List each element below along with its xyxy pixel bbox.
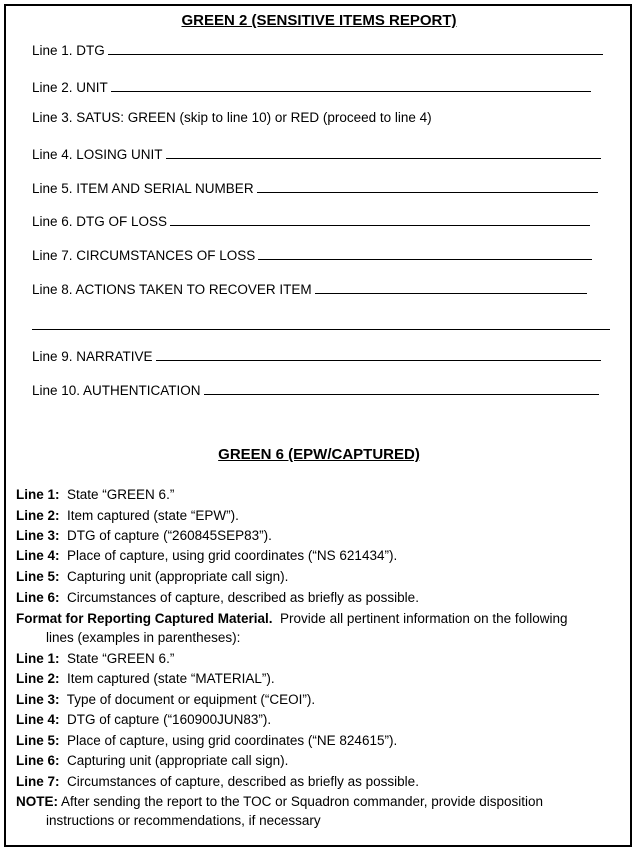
line-label: Line 7. CIRCUMSTANCES OF LOSS: [32, 248, 256, 263]
line-text: Capturing unit (appropriate call sign).: [67, 569, 289, 584]
green2-line-5: [32, 179, 598, 196]
fill-in-blank[interactable]: [258, 246, 592, 260]
line-label: Line 1:: [16, 487, 60, 502]
fill-in-blank[interactable]: [257, 179, 598, 193]
epw-line-1: [16, 487, 174, 502]
green2-line-6: [32, 212, 590, 229]
fill-in-blank[interactable]: [166, 145, 601, 159]
epw-line-2: [16, 508, 239, 523]
green2-line-9: [32, 347, 601, 364]
line-text: Circumstances of capture, described as briefly as possible.: [67, 590, 419, 605]
material-line-5: [16, 733, 397, 748]
fill-in-blank[interactable]: [170, 212, 590, 226]
line-text: Item captured (state “EPW”).: [67, 508, 239, 523]
fill-in-blank[interactable]: [156, 347, 601, 361]
line-label: Line 6:: [16, 590, 60, 605]
material-line-6: [16, 753, 288, 768]
line-label: Line 7:: [16, 774, 60, 789]
line-label: Line 6. DTG OF LOSS: [32, 214, 168, 229]
green2-line-7: [32, 246, 592, 263]
material-line-3: [16, 692, 315, 707]
epw-line-5: [16, 569, 288, 584]
fill-in-blank[interactable]: [204, 381, 599, 395]
fill-in-blank[interactable]: [315, 280, 587, 294]
line-label: Line 1. DTG: [32, 43, 105, 58]
line-label: Line 10. AUTHENTICATION: [32, 383, 201, 398]
epw-line-6: [16, 590, 419, 605]
line-text: DTG of capture (“260845SEP83”).: [67, 528, 272, 543]
format-paragraph: [16, 611, 567, 626]
line-label: Line 2. UNIT: [32, 80, 108, 95]
note-text-continued: instructions or recommendations, if necessary: [46, 813, 321, 828]
line-text: Item captured (state “MATERIAL”).: [67, 671, 275, 686]
line-label: Line 3:: [16, 692, 60, 707]
line-text: Place of capture, using grid coordinates (“NE 824615”).: [67, 733, 398, 748]
line-label: Line 2:: [16, 508, 60, 523]
line-label: Line 4. LOSING UNIT: [32, 147, 163, 162]
epw-line-3: [16, 528, 272, 543]
line-label: Line 5:: [16, 733, 60, 748]
line-label: Line 5:: [16, 569, 60, 584]
fill-in-blank[interactable]: [111, 78, 591, 92]
green2-line-1: [32, 41, 603, 58]
line-text: Place of capture, using grid coordinates (“NS 621434”).: [67, 548, 398, 563]
epw-line-4: [16, 548, 397, 563]
format-text-continued: lines (examples in parentheses):: [46, 630, 241, 645]
green2-line-8: [32, 280, 587, 297]
line-label: Line 9. NARRATIVE: [32, 349, 153, 364]
line-text: DTG of capture (“160900JUN83”).: [67, 712, 272, 727]
line-label: Line 3. SATUS: GREEN (skip to line 10) or RED (proceed to line 4): [32, 110, 432, 125]
green2-line-10: [32, 381, 599, 398]
green2-line-4: [32, 145, 601, 162]
line-label: Line 1:: [16, 651, 60, 666]
green2-line-3: [32, 110, 432, 125]
line-label: Line 2:: [16, 671, 60, 686]
note-text: After sending the report to the TOC or Squadron commander, provide disposition: [61, 794, 544, 809]
line-label: Line 4:: [16, 548, 60, 563]
line-label: Line 5. ITEM AND SERIAL NUMBER: [32, 181, 254, 196]
green2-title: GREEN 2 (SENSITIVE ITEMS REPORT): [181, 12, 457, 29]
material-line-4: [16, 712, 271, 727]
line-label: Line 4:: [16, 712, 60, 727]
line-text: Circumstances of capture, described as briefly as possible.: [67, 774, 419, 789]
continuation-blank[interactable]: [32, 329, 610, 330]
format-heading: Format for Reporting Captured Material.: [16, 611, 273, 626]
material-line-7: [16, 774, 419, 789]
material-line-2: [16, 671, 275, 686]
line-label: Line 8. ACTIONS TAKEN TO RECOVER ITEM: [32, 282, 312, 297]
note-label: NOTE:: [16, 794, 58, 809]
line-text: State “GREEN 6.”: [67, 651, 175, 666]
line-label: Line 3:: [16, 528, 60, 543]
line-text: Capturing unit (appropriate call sign).: [67, 753, 289, 768]
line-text: State “GREEN 6.”: [67, 487, 175, 502]
fill-in-blank[interactable]: [108, 41, 603, 55]
green6-title: GREEN 6 (EPW/CAPTURED): [218, 446, 420, 463]
green2-line-2: [32, 78, 591, 95]
format-text: Provide all pertinent information on the following: [280, 611, 568, 626]
line-label: Line 6:: [16, 753, 60, 768]
line-text: Type of document or equipment (“CEOI”).: [66, 692, 316, 707]
material-line-1: [16, 651, 174, 666]
note-paragraph: [16, 794, 543, 809]
